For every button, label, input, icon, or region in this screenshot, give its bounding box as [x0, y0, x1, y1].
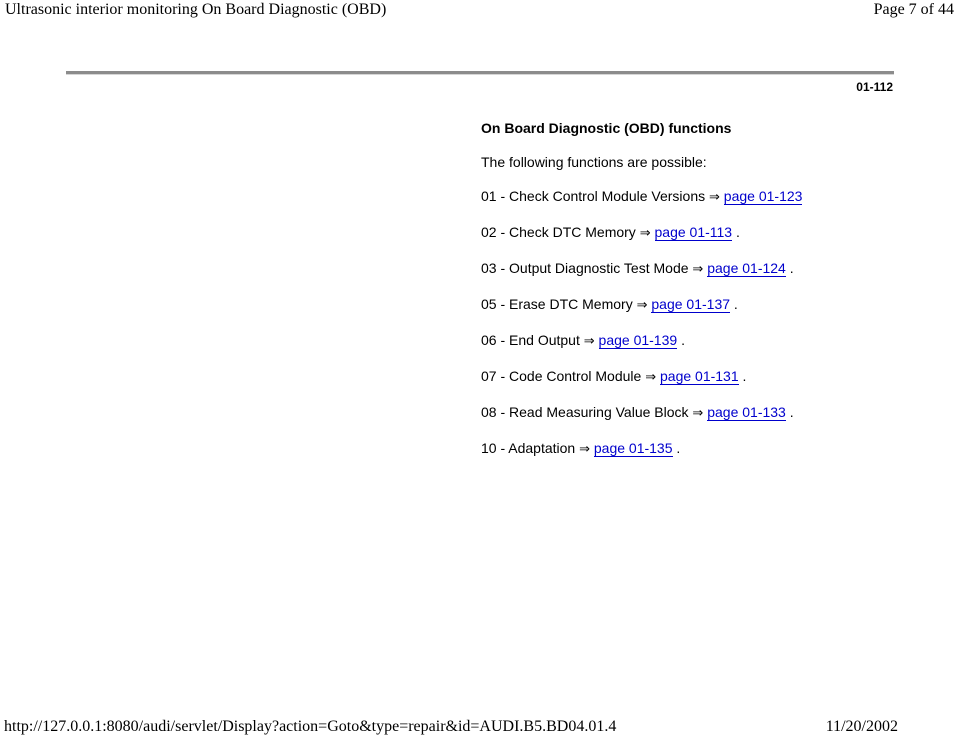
function-label: 06 - End Output: [481, 332, 580, 348]
footer-url: http://127.0.0.1:8080/audi/servlet/Display?action=Goto&type=repair&id=AUDI.B5.BD04.01.4: [4, 718, 617, 735]
function-item: [481, 296, 806, 314]
item-suffix: .: [789, 260, 794, 276]
document-title: Ultrasonic interior monitoring On Board Diagnostic (OBD): [5, 1, 387, 18]
page-link[interactable]: page 01-124: [707, 260, 786, 276]
content-column: [481, 120, 821, 476]
page-link[interactable]: page 01-135: [593, 440, 673, 456]
page-link[interactable]: page 01-113: [654, 224, 733, 240]
function-item: [481, 440, 806, 458]
function-item: [481, 404, 806, 422]
arrow-icon: ⇒: [636, 298, 648, 313]
intro-text: The following functions are possible:: [481, 154, 707, 170]
arrow-icon: ⇒: [692, 262, 704, 277]
page-link[interactable]: page 01-137: [651, 296, 731, 312]
page-indicator: Page 7 of 44: [873, 1, 954, 18]
arrow-icon: ⇒: [709, 190, 720, 205]
item-suffix: .: [735, 224, 740, 240]
function-label: 07 - Code Control Module: [481, 368, 642, 384]
item-suffix: .: [676, 440, 681, 456]
item-suffix: .: [789, 404, 794, 420]
arrow-icon: ⇒: [692, 406, 704, 421]
function-item: [481, 368, 806, 386]
function-label: 02 - Check DTC Memory: [481, 224, 636, 240]
arrow-icon: ⇒: [639, 226, 651, 241]
function-label: 08 - Read Measuring Value Block: [481, 404, 689, 420]
arrow-icon: ⇒: [645, 370, 657, 385]
function-label: 01 - Check Control Module Versions: [481, 188, 706, 204]
function-item: [481, 188, 806, 206]
item-suffix: .: [742, 368, 747, 384]
function-item: [481, 260, 806, 278]
function-item: [481, 224, 806, 242]
item-suffix: .: [733, 296, 738, 312]
doc-number: 01-112: [856, 80, 893, 94]
function-label: 05 - Erase DTC Memory: [481, 296, 633, 312]
section-heading: On Board Diagnostic (OBD) functions: [481, 120, 732, 136]
header-divider: [66, 71, 894, 75]
function-item: [481, 332, 806, 350]
page-link[interactable]: page 01-133: [707, 404, 786, 420]
arrow-icon: ⇒: [579, 442, 590, 457]
page-link[interactable]: page 01-131: [660, 368, 739, 384]
footer-date: 11/20/2002: [825, 718, 898, 735]
page-link[interactable]: page 01-123: [723, 188, 803, 204]
page-link[interactable]: page 01-139: [598, 332, 678, 348]
arrow-icon: ⇒: [583, 334, 595, 349]
function-label: 03 - Output Diagnostic Test Mode: [481, 260, 689, 276]
function-label: 10 - Adaptation: [481, 440, 576, 456]
item-suffix: .: [681, 332, 685, 348]
